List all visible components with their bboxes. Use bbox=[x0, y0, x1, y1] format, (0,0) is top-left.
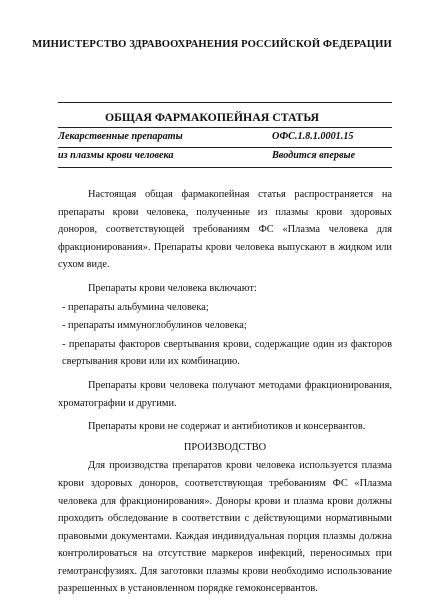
paragraph-no-antibiotics: Препараты крови не содержат и антибиотиков и консервантов. bbox=[88, 421, 366, 433]
introduction-status: Вводится впервые bbox=[272, 150, 356, 161]
divider-title bbox=[58, 127, 392, 128]
list-item-coagulation-factors: - препараты факторов свертывания крови, содержащие один из факторов свертывания крови или их комбинацию. bbox=[62, 338, 392, 368]
paragraph-includes: Препараты крови человека включают: bbox=[88, 282, 257, 294]
preparation-name-line1: Лекарственные препараты bbox=[58, 131, 183, 142]
document-body bbox=[58, 186, 392, 604]
ministry-header: МИНИСТЕРСТВО ЗДРАВООХРАНЕНИЯ РОССИЙСКОЙ ФЕДЕРАЦИИ bbox=[32, 39, 392, 50]
divider-bottom bbox=[58, 167, 392, 168]
divider-meta bbox=[58, 147, 392, 148]
paragraph-production: Для производства препаратов крови человека используется плазма крови здоровых доноров, соответствующая требованиям ФС «Плазма человека для фракционирования». Доноры крови и плазма крови должны проходить обследование в соответствии с действующими нормативными правовыми документами. Каждая индивидуальная порция плазмы должна контролироваться на отсутствие маркеров инфекций, переносимых при гемотрансфузиях. Для заготовки плазмы крови необходимо использование разрешенных в установленном порядке гемоконсервантов. bbox=[58, 460, 392, 595]
pharmacopoeia-code: ОФС.1.8.1.0001.15 bbox=[272, 131, 354, 142]
paragraph-methods: Препараты крови человека получают методами фракционирования, хроматографии и другими. bbox=[58, 379, 392, 409]
preparation-name-line2: из плазмы крови человека bbox=[58, 150, 174, 161]
document-title: ОБЩАЯ ФАРМАКОПЕЙНАЯ СТАТЬЯ bbox=[104, 110, 320, 124]
list-item-immunoglobulins: - препараты иммуноглобулинов человека; bbox=[62, 320, 247, 332]
divider-top bbox=[58, 102, 392, 103]
section-heading-production: ПРОИЗВОДСТВО bbox=[183, 441, 267, 453]
list-item-albumin: - препараты альбумина человека; bbox=[62, 301, 209, 313]
paragraph-scope: Настоящая общая фармакопейная статья распространяется на препараты крови человека, полученные из плазмы крови здоровых доноров, соответствующей требованиям ФС «Плазма человека для фракционирования». Препараты крови человека выпускают в жидком или сухом виде. bbox=[58, 189, 392, 271]
